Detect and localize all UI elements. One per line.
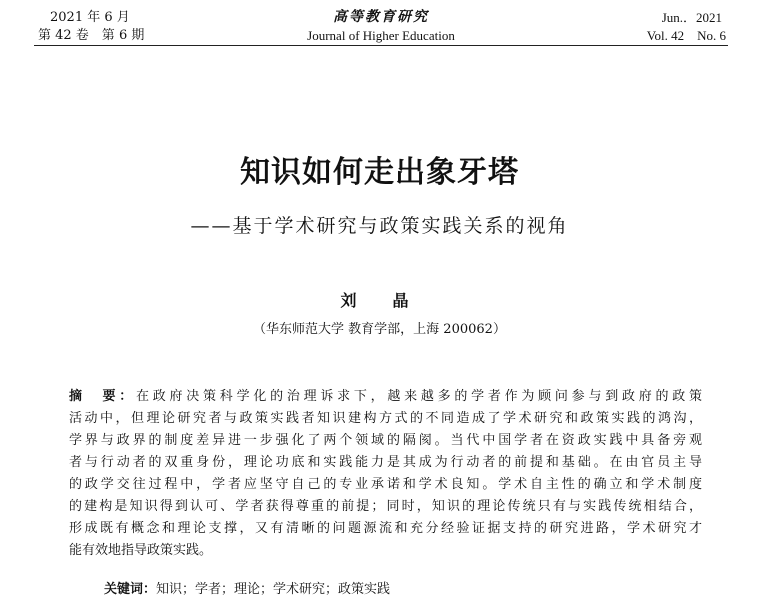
author-name: 刘 晶 xyxy=(340,291,419,310)
header-date-cn: 2021 年 6 月 xyxy=(50,10,130,25)
header-issue-cn: 第 42 卷 第 6 期 xyxy=(38,28,145,43)
running-header xyxy=(34,10,728,50)
journal-name-en: Journal of Higher Education xyxy=(307,28,455,43)
header-rule xyxy=(34,45,728,46)
abstract-line: 活动中，但理论研究者与政策实践者知识建构方式的不同造成了学术研究和政策实践的鸿沟， xyxy=(69,411,702,426)
journal-name-cn: 高等教育研究 xyxy=(333,9,429,25)
abstract-line: 摘 要：在政府决策科学化的治理诉求下，越来越多的学者作为顾问参与到政府的政策 xyxy=(69,389,702,404)
abstract xyxy=(69,386,702,562)
abstract-label: 摘 要： xyxy=(69,389,137,404)
abstract-line: 者与行动者的双重身份，理论功底和实践能力是其成为行动者的前提和基础。在由官员主导 xyxy=(69,455,702,470)
header-date-en: Jun.．2021 xyxy=(661,10,722,25)
abstract-line: 的建构是知识得到认可、学者获得尊重的前提；同时，知识的理论传统只有与实践传统相结合， xyxy=(69,499,702,514)
abstract-line: 形成既有概念和理论支撑，又有清晰的问题源流和充分经验证据支持的研究进路，学术研究才 xyxy=(69,521,702,536)
keywords xyxy=(104,578,390,597)
keywords-text: 知识；学者；理论；学术研究；政策实践 xyxy=(156,582,391,597)
abstract-line: 能有效地指导政策实践。 xyxy=(69,543,213,558)
abstract-line: 学界与政界的制度差异进一步强化了两个领域的隔阂。当代中国学者在资政实践中具备旁观 xyxy=(69,433,702,448)
abstract-line: 的政学交往过程中，学者应坚守自己的专业承诺和学术良知。学术自主性的确立和学术制度 xyxy=(69,477,702,492)
header-issue-en: Vol. 42 No. 6 xyxy=(646,28,726,43)
article-title: 知识如何走出象牙塔 xyxy=(240,155,519,190)
article-subtitle: ——基于学术研究与政策实践关系的视角 xyxy=(190,215,569,237)
keywords-label: 关键词： xyxy=(104,582,157,597)
author-affiliation: （华东师范大学 教育学部，上海 200062） xyxy=(253,322,506,337)
